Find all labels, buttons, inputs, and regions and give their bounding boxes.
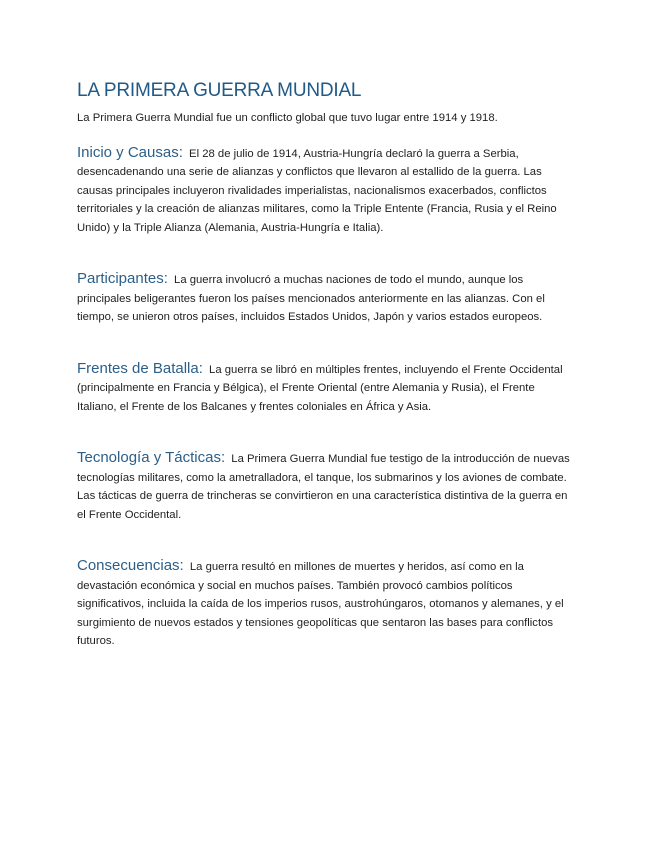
document-page — [77, 80, 577, 651]
section-heading: Participantes: — [77, 270, 168, 287]
section-frentes-batalla — [77, 360, 577, 417]
section-body: La guerra se libró en múltiples frentes, incluyendo el Frente Occidental (principalmente en Francia y Bélgica), el Frente Oriental (entre Alemania y Rusia), el Frente Italiano, el Frente de los Balcanes y frentes coloniales en África y Asia. — [77, 363, 563, 413]
section-body: La guerra resultó en millones de muertes y heridos, así como en la devastación económica y social en muchos países. También provocó cambios políticos significativos, incluida la caída de los imperios rusos, austrohúngaros, otomanos y alemanes, y el surgimiento de nuevos estados y tensiones geopolíticas que sentaron las bases para conflictos futuros. — [77, 561, 564, 647]
section-participantes — [77, 270, 577, 327]
section-inicio-causas — [77, 144, 577, 238]
section-heading: Frentes de Batalla: — [77, 359, 203, 377]
section-body: El 28 de julio de 1914, Austria-Hungría declaró la guerra a Serbia, desencadenando una serie de alianzas y conflictos que llevaron al estallido de la guerra. Las causas principales incluyeron rivalidades imperialistas, nacionalismos exacerbados, conflictos territoriales y la creación de alianzas militares, como la Triple Entente (Francia, Rusia y el Reino Unido) y la Triple Alianza (Alemania, Austria-Hungría e Italia). — [77, 147, 557, 234]
section-consecuencias — [77, 557, 577, 651]
section-heading: Consecuencias: — [77, 557, 184, 574]
section-tecnologia-tacticas — [77, 449, 577, 524]
section-heading: Inicio y Causas: — [77, 143, 183, 161]
section-body: La guerra involucró a muchas naciones de todo el mundo, aunque los principales beligerantes fueron los países mencionados anteriormente en las alianzas. Con el tiempo, se unieron otros países, incluidos Estados Unidos, Japón y varios estados europeos. — [77, 274, 545, 323]
document-title: LA PRIMERA GUERRA MUNDIAL — [77, 80, 362, 101]
section-body: La Primera Guerra Mundial fue testigo de la introducción de nuevas tecnologías militares, como la ametralladora, el tanque, los submarinos y los aviones de combate. Las tácticas de guerra de trincheras se convirtieron en una característica distintiva de la guerra en el Frente Occidental. — [77, 453, 570, 521]
intro-paragraph: La Primera Guerra Mundial fue un conflicto global que tuvo lugar entre 1914 y 1918. — [77, 112, 498, 124]
section-heading: Tecnología y Tácticas: — [77, 449, 226, 466]
